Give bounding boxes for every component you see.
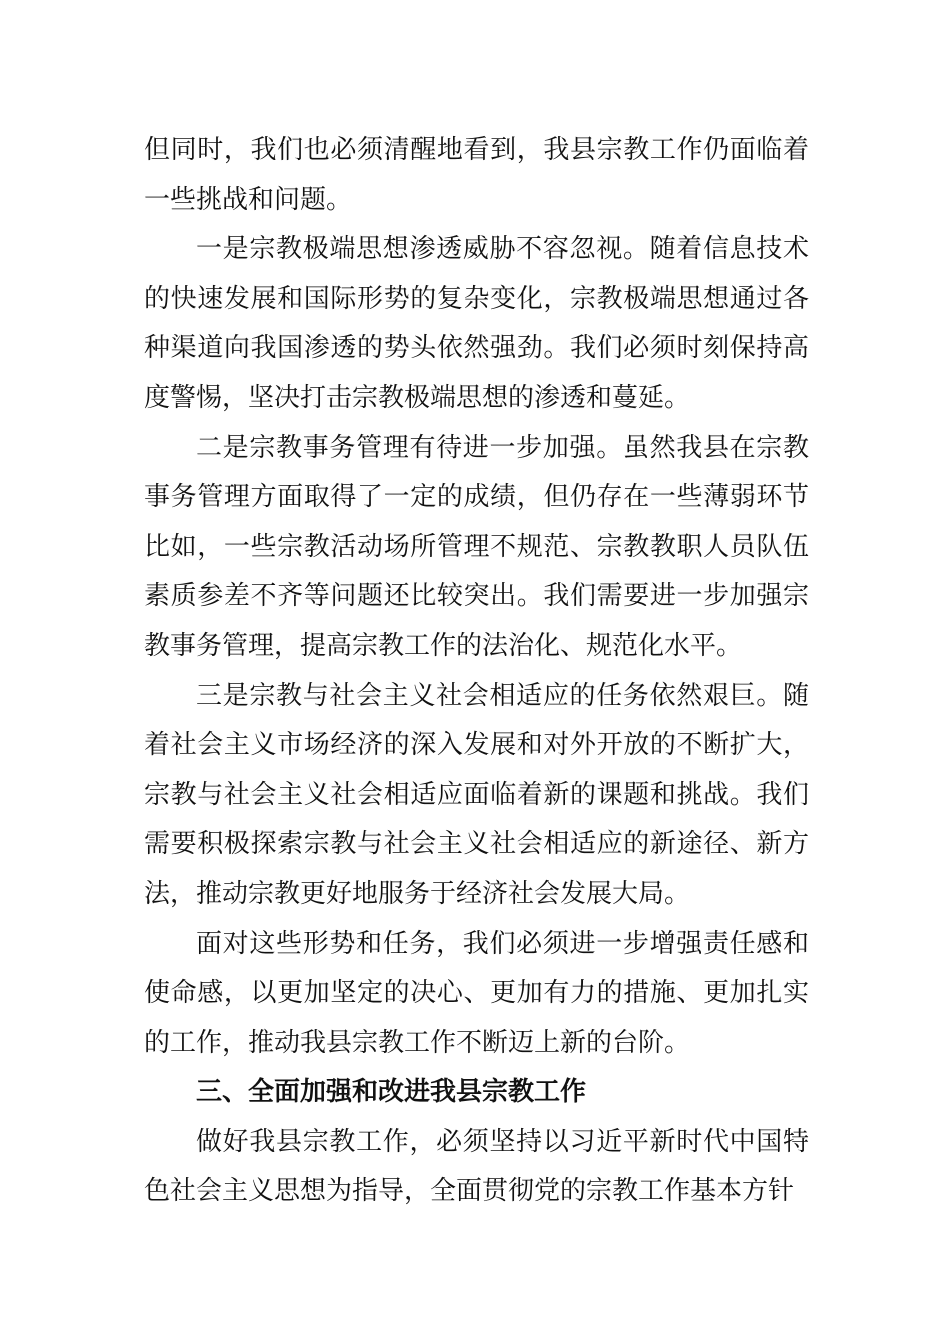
- paragraph-extremism-threat: 一是宗教极端思想渗透威胁不容忽视。随着信息技术的快速发展和国际形势的复杂变化，宗教极端思想通过各种渠道向我国渗透的势头依然强劲。我们必须时刻保持高度警惕，坚决打击宗教极端思想的渗透和蔓延。: [144, 234, 809, 413]
- paragraph-affairs-management: 二是宗教事务管理有待进一步加强。虽然我县在宗教事务管理方面取得了一定的成绩，但仍存在一些薄弱环节比如，一些宗教活动场所管理不规范、宗教教职人员队伍素质参差不齐等问题还比较突出。我们需要进一步加强宗教事务管理，提高宗教工作的法治化、规范化水平。: [144, 432, 809, 661]
- paragraph-socialist-adaptation: 三是宗教与社会主义社会相适应的任务依然艰巨。随着社会主义市场经济的深入发展和对外开放的不断扩大，宗教与社会主义社会相适应面临着新的课题和挑战。我们需要积极探索宗教与社会主义社会相适应的新途径、新方法，推动宗教更好地服务于经济社会发展大局。: [144, 680, 809, 909]
- paragraph-guiding-thought: 做好我县宗教工作，必须坚持以习近平新时代中国特色社会主义思想为指导，全面贯彻党的宗教工作基本方针: [144, 1126, 809, 1207]
- paragraph-continuation: 但同时，我们也必须清醒地看到，我县宗教工作仍面临着一些挑战和问题。: [144, 135, 809, 215]
- section-heading: 三、全面加强和改进我县宗教工作: [196, 1077, 587, 1108]
- paragraph-responsibility: 面对这些形势和任务，我们必须进一步增强责任感和使命感，以更加坚定的决心、更加有力的措施、更加扎实的工作，推动我县宗教工作不断迈上新的台阶。: [144, 928, 809, 1058]
- document-body: [144, 126, 809, 1217]
